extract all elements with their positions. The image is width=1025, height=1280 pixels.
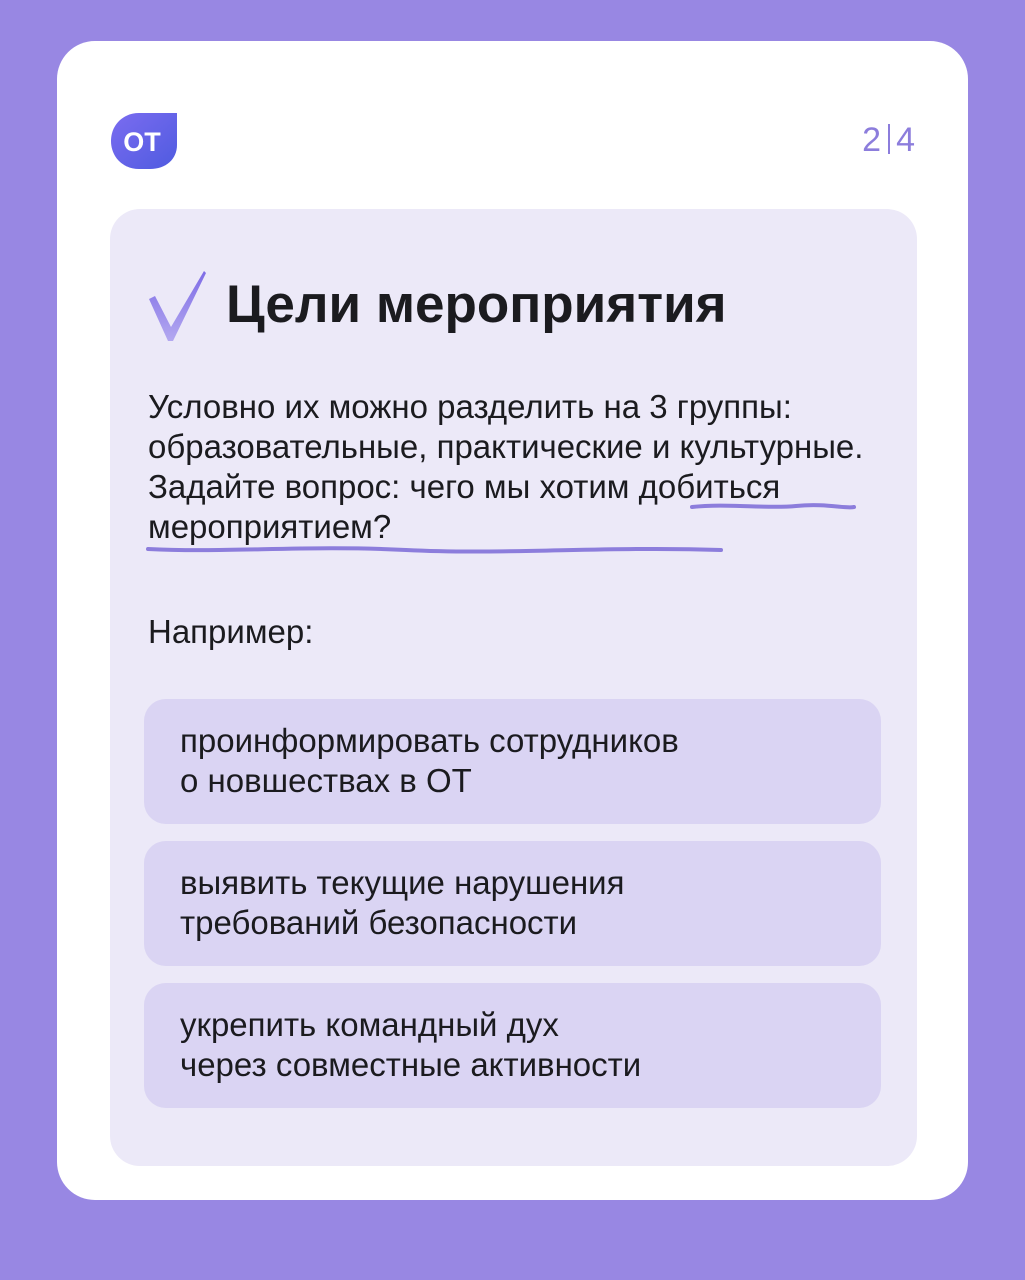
page-current: 2 — [862, 121, 883, 159]
page-counter — [862, 121, 916, 160]
intro-highlight: чего мы хотим добиться мероприятием? — [148, 468, 781, 545]
logo-text: ОТ — [123, 127, 161, 157]
slide-card — [57, 41, 968, 1200]
check-icon — [146, 269, 208, 345]
example-item-line: выявить текущие нарушения — [180, 864, 625, 901]
page-total: 4 — [896, 121, 916, 159]
intro-text — [148, 387, 888, 547]
intro-text-before: Условно их можно разделить на 3 группы: образовательные, практические и культурные. Задайте вопрос: — [148, 388, 864, 505]
content-panel — [110, 209, 917, 1166]
page-separator — [888, 124, 890, 154]
example-item — [144, 841, 881, 966]
example-label: Например: — [148, 613, 314, 650]
example-item-line: проинформировать сотрудников — [180, 722, 679, 759]
ot-logo-icon — [110, 112, 178, 170]
example-item — [144, 983, 881, 1108]
example-item — [144, 699, 881, 824]
example-item-line: требований безопасности — [180, 904, 578, 941]
example-item-line: о новшествах в ОТ — [180, 762, 472, 799]
example-item-line: через совместные активности — [180, 1046, 642, 1083]
page-title: Цели мероприятия — [226, 275, 727, 334]
example-item-line: укрепить командный дух — [180, 1006, 559, 1043]
